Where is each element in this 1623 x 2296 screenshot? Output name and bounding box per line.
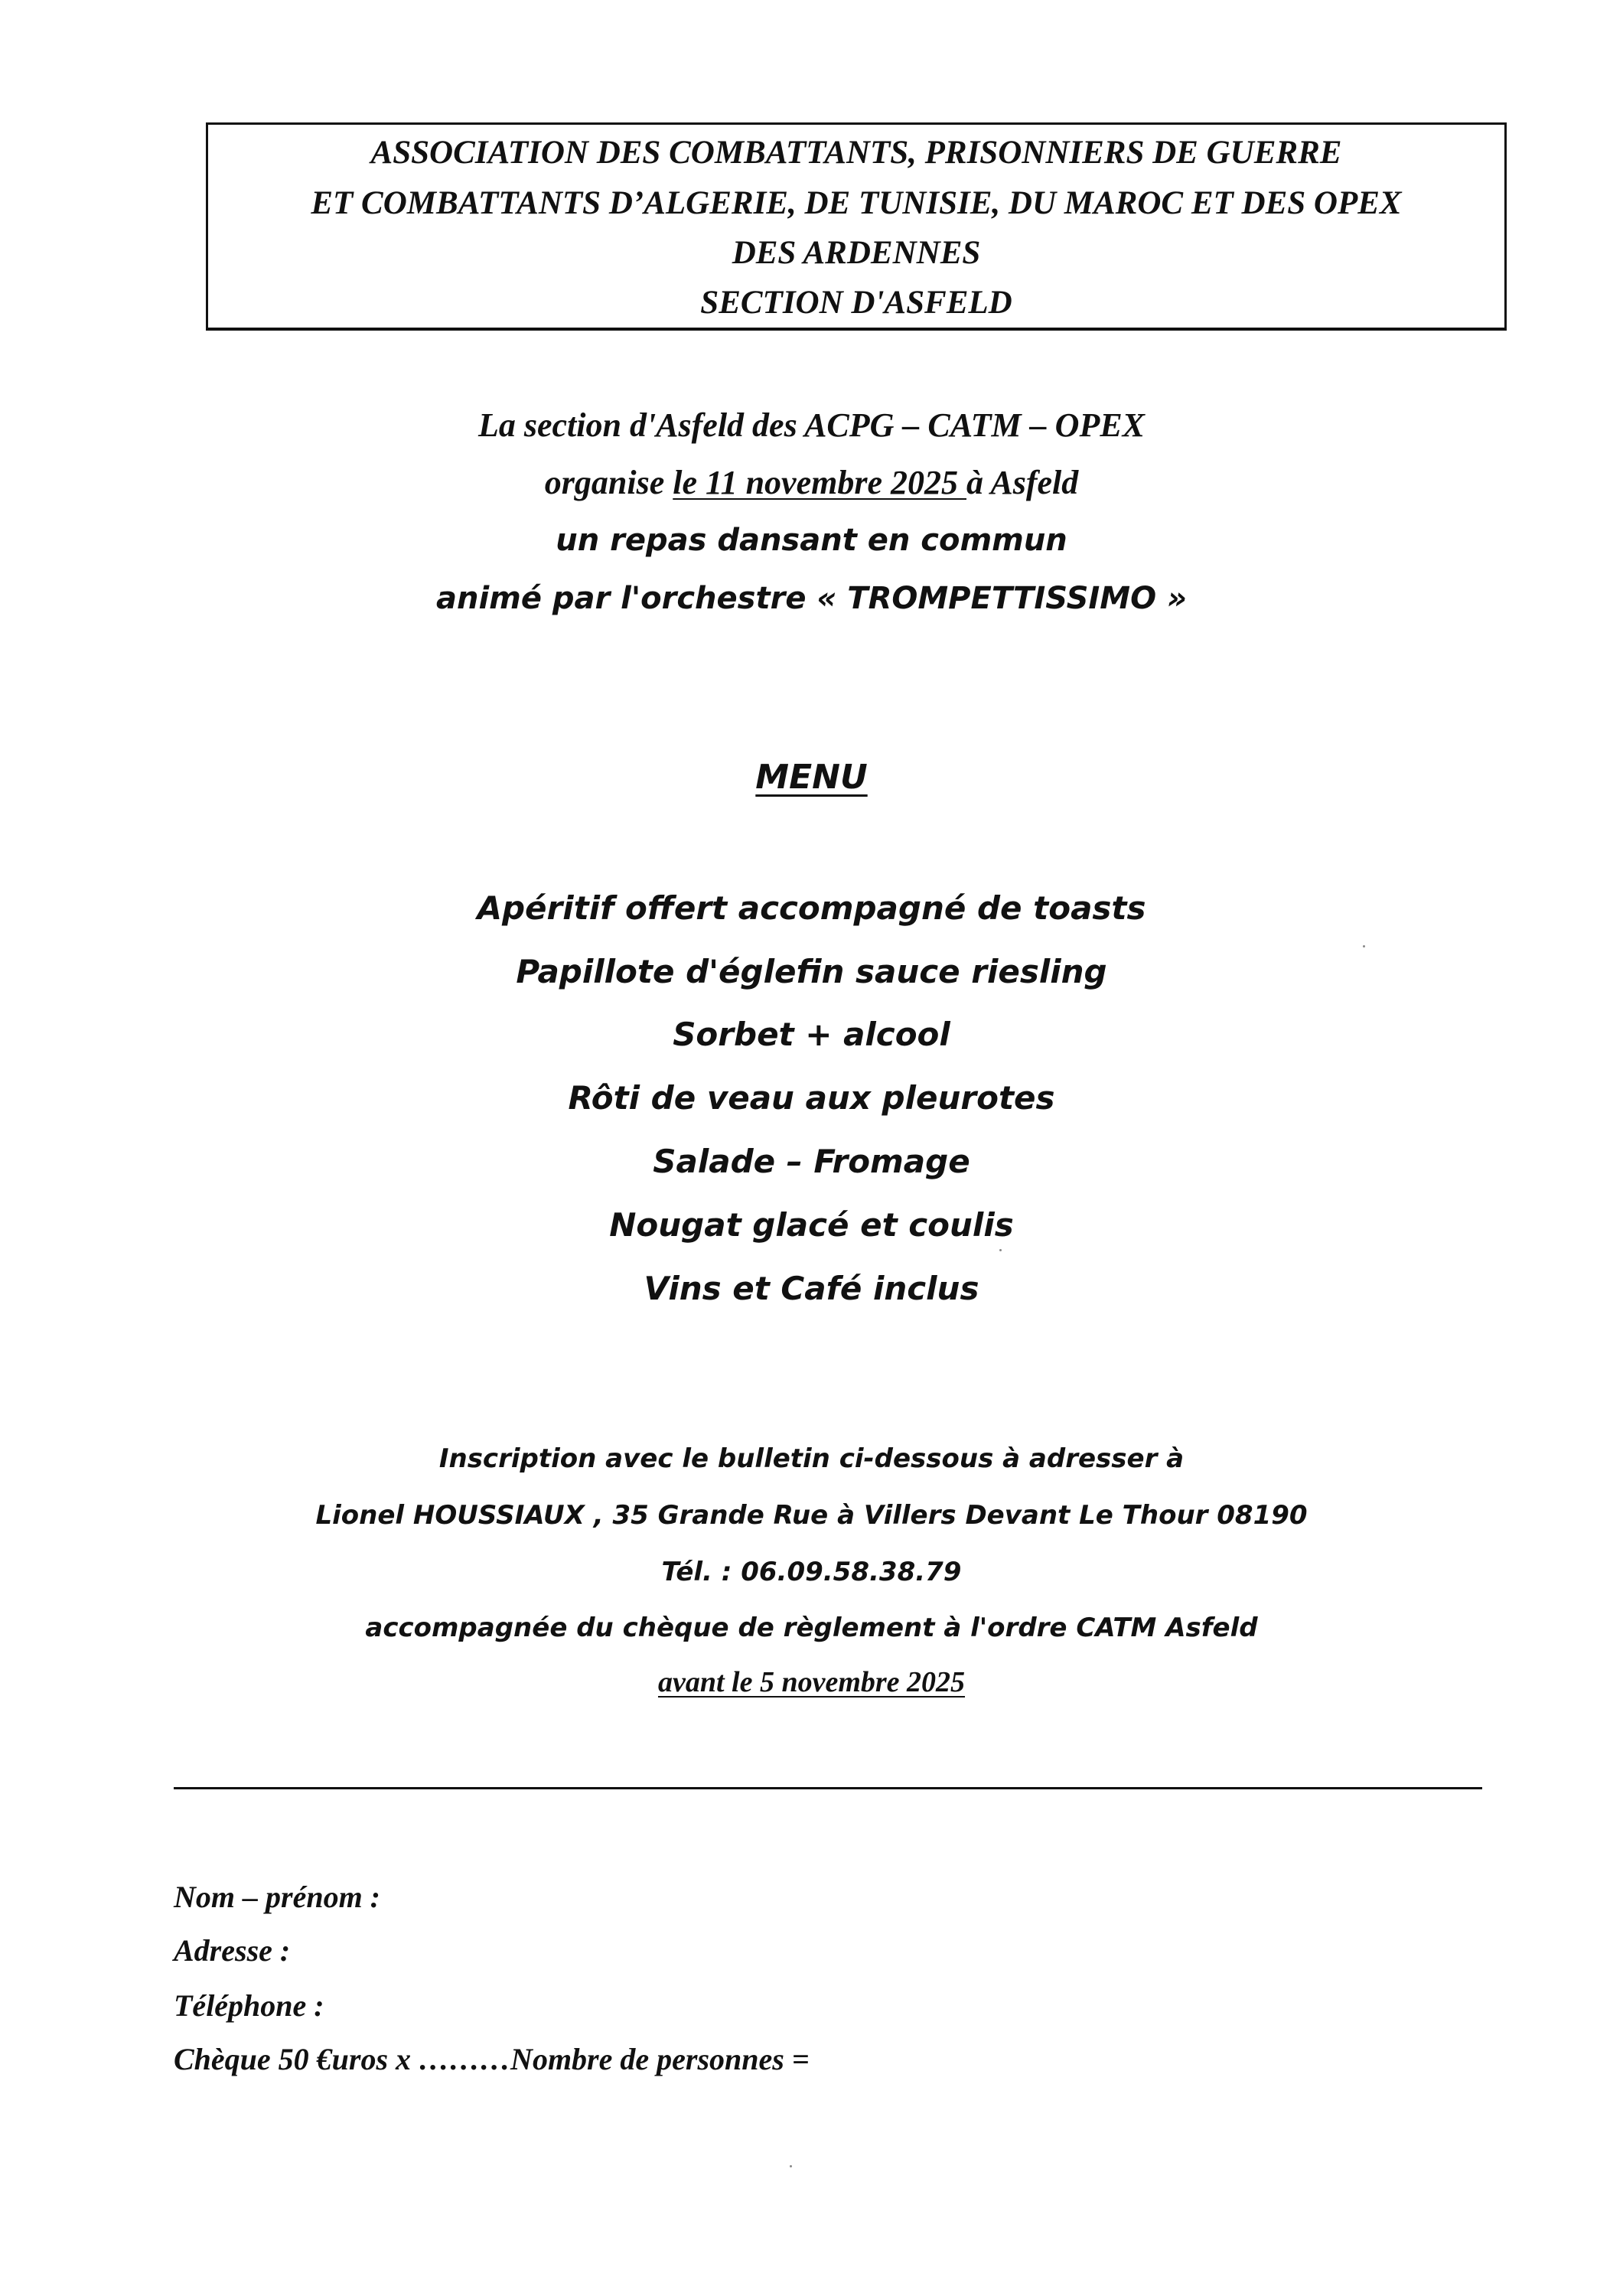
- form-cheque-line: Chèque 50 €uros x ………Nombre de personnes =: [174, 2042, 810, 2076]
- intro-organise: organise: [544, 464, 673, 501]
- scan-speck: [999, 1249, 1002, 1251]
- menu-item: Papillote d'églefin sauce riesling: [516, 953, 1107, 990]
- event-location: à Asfeld: [966, 464, 1079, 501]
- menu-item: Sorbet + alcool: [673, 1016, 950, 1053]
- registration-line-4: accompagnée du chèque de règlement à l'ordre CATM Asfeld: [365, 1613, 1258, 1643]
- menu-item: Nougat glacé et coulis: [609, 1206, 1014, 1244]
- registration-phone: Tél. : 06.09.58.38.79: [661, 1557, 962, 1587]
- intro-line-2: [0, 463, 1623, 502]
- menu-title: MENU: [755, 758, 868, 797]
- registration-address: Lionel HOUSSIAUX , 35 Grande Rue à Villers Devant Le Thour 08190: [315, 1500, 1308, 1531]
- scan-speck: [1363, 945, 1365, 947]
- intro-line-1: La section d'Asfeld des ACPG – CATM – OPEX: [477, 406, 1146, 444]
- header-line-4: SECTION D'ASFELD: [700, 285, 1012, 321]
- registration-line-1: Inscription avec le bulletin ci-dessous à adresser à: [438, 1443, 1185, 1474]
- menu-item: Rôti de veau aux pleurotes: [568, 1079, 1055, 1117]
- form-name-label: Nom – prénom :: [174, 1880, 380, 1914]
- form-phone-label: Téléphone :: [174, 1988, 324, 2023]
- association-header-box: [206, 122, 1507, 331]
- menu-title-row: [0, 758, 1623, 797]
- intro-line-4: animé par l'orchestre « TROMPETTISSIMO »: [435, 581, 1187, 616]
- event-date: le 11 novembre 2025: [673, 464, 966, 501]
- cut-separator-line: [174, 1787, 1482, 1789]
- menu-item: Salade – Fromage: [653, 1143, 970, 1180]
- menu-item: Apéritif offert accompagné de toasts: [477, 889, 1146, 927]
- registration-deadline: avant le 5 novembre 2025: [657, 1666, 966, 1698]
- header-line-3: DES ARDENNES: [732, 235, 981, 271]
- header-line-1: ASSOCIATION DES COMBATTANTS, PRISONNIERS DE GUERRE: [370, 135, 1342, 171]
- scan-speck: [790, 2165, 792, 2167]
- deadline-row: [0, 1665, 1623, 1699]
- intro-line-3: un repas dansant en commun: [556, 523, 1067, 558]
- header-line-2: ET COMBATTANTS D’ALGERIE, DE TUNISIE, DU MAROC ET DES OPEX: [311, 185, 1402, 221]
- menu-item: Vins et Café inclus: [644, 1270, 979, 1307]
- form-address-label: Adresse :: [174, 1933, 291, 1968]
